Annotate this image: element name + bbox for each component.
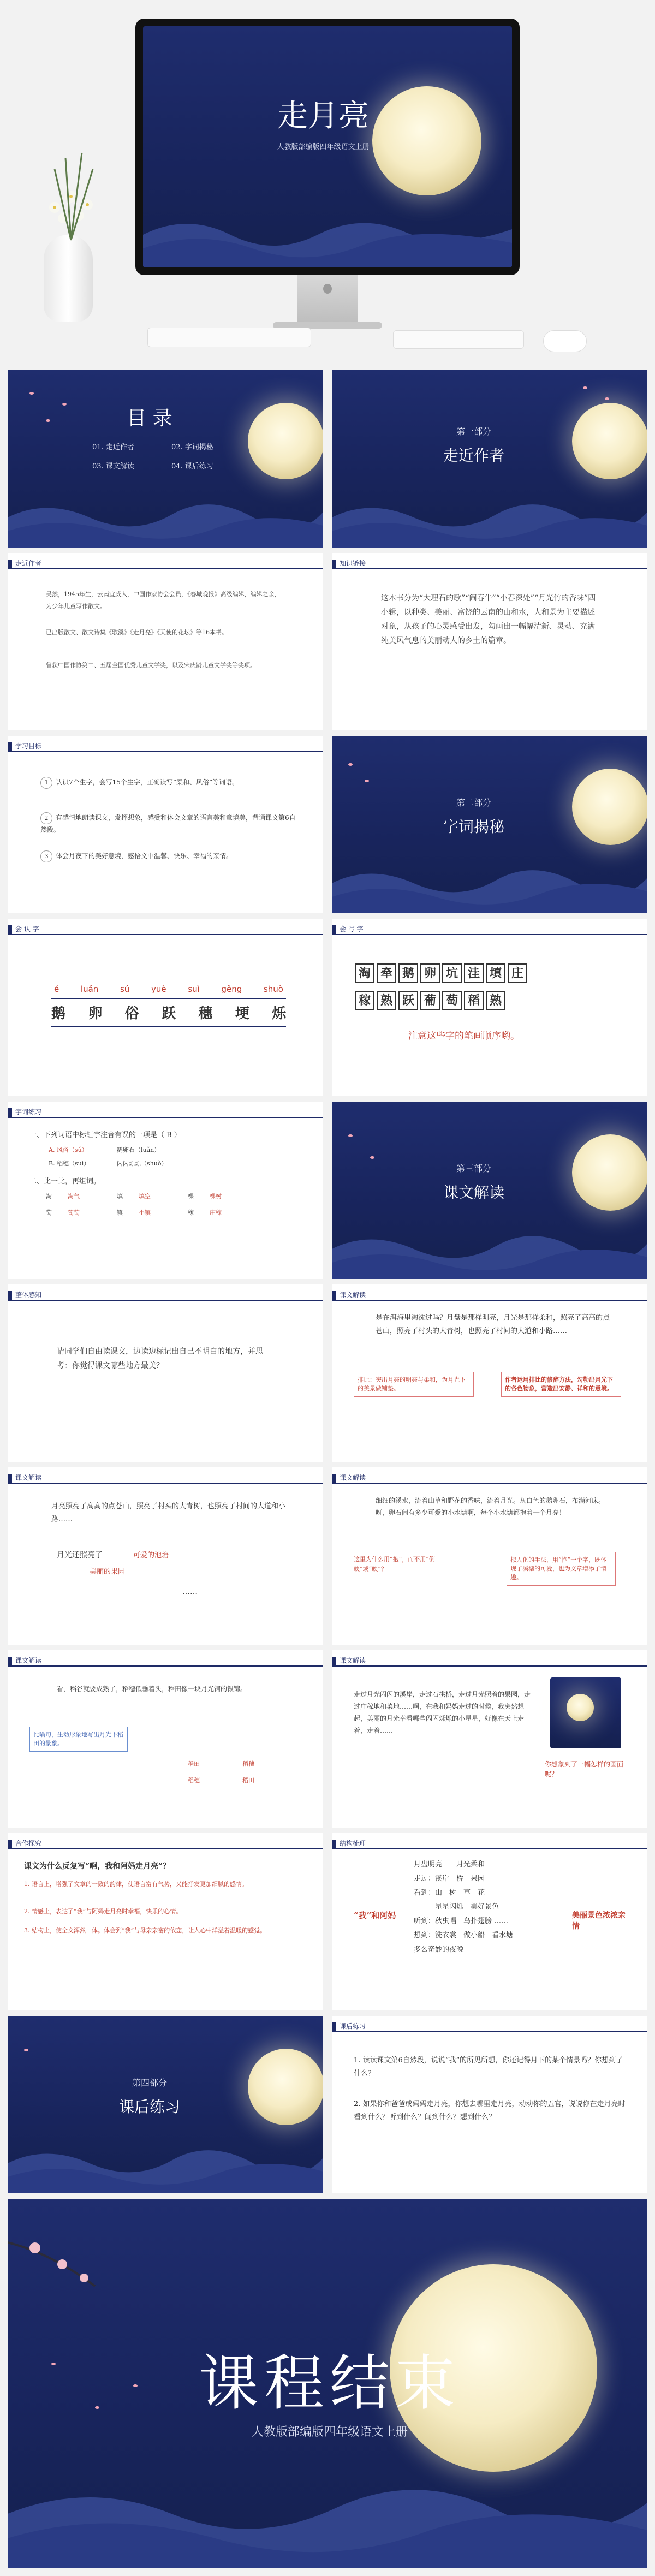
read4-opt-1: 稻田 [188,1760,200,1768]
word-5: 棵树 [210,1193,222,1200]
moon [572,1134,647,1211]
slide-author [8,553,323,730]
slide-part3 [332,1102,647,1279]
slide-header: 课文解读 [340,1291,366,1299]
read4-opt-2: 稻穗 [242,1760,254,1768]
hero [0,0,655,355]
cloud-waves [8,493,323,548]
read4-box: 比喻句，生动形象地写出月光下稻田的景象。 [29,1727,128,1752]
part2-name: 字词揭秘 [443,818,504,836]
slide-header: 课文解读 [340,1474,366,1482]
ex-q2: 二、比一比，再组词。 [29,1177,101,1186]
hero-subtitle: 人教版部编版四年级语文上册 [277,143,370,151]
read4-p: 看，稻谷就要成熟了，稻穗低垂着头，稻田像一块月光铺的银锦。 [57,1685,247,1693]
part2-num: 第二部分 [456,798,491,808]
part3-name: 课文解读 [443,1183,504,1201]
slide-read5 [332,1650,647,1828]
pair-left-2: 萄 [46,1209,52,1216]
pair-left-1: 淘 [46,1193,52,1200]
moon [572,769,647,845]
read1-box2: 作者运用排比的修辞方法，勾勒出月光下的各色物象，营造出安静、祥和的意境。 [501,1372,621,1397]
slide-header: 会 认 字 [15,925,39,933]
write-row-2: 稼 熟 跃 葡 萄 稻 熟 [354,990,507,1012]
slide-header: 学习目标 [15,742,42,750]
char-row: 鹅 卵 俗 跃 穗 埂 烁 [51,998,286,1027]
slide-header: 会 写 字 [340,925,364,933]
keyboard [147,328,311,347]
read5-p: 走过月光闪闪的溪岸，走过石拱桥，走过月光照着的果园，走过庄稼地和菜地……啊，在我和妈妈走过的时候，我突然想起，美丽的月光幸看哪些闪闪烁烁的小星星，好像在天上走着，走着…… [354,1691,531,1734]
slide-knowledge [332,553,647,730]
goal-2: 2 有感情地朗读课文，发挥想象，感受和体会文章的语言美和意境美，背诵课文第6自然段。 [40,812,297,835]
slide-header: 知识链接 [340,560,366,567]
homework-q2: 2. 如果你和爸爸或妈妈走月亮，你想去哪里走月亮，动动你的五官，说说你在走月亮时看到什么？听到什么？闻到什么？想到什么？ [354,2100,626,2121]
read4-opt-3: 稻田 [242,1777,254,1784]
keyboard-right [393,330,524,349]
write-note: 注意这些字的笔画顺序哟。 [408,1031,520,1042]
goal-1: 1 认识7个生字，会写15个生字，正确读写“柔和、风俗”等词语。 [40,777,297,789]
structure-left: “我”和阿妈 [354,1911,396,1920]
word-6: 庄稼 [210,1209,222,1216]
cloud-waves [8,2139,323,2193]
part4-num: 第四部分 [132,2078,167,2088]
structure-lines: 月盘明亮 月光柔和 走过：溪岸 桥 果园 看到：山 树 草 花 星星闪烁 美好景色 听到：秋虫唱 鸟扑翅膀 …… 想到：洗衣裳 做小船 看水塘 多么奇妙的夜晚 [414,1860,514,1954]
toc-item-3: 03. 课文解读 [92,462,134,471]
word-3: 填空 [139,1193,151,1200]
ex-a: A. 风俗（sú） [49,1146,88,1153]
read1-p: 是在洱海里淘洗过吗？月盘是那样明亮，月光是那样柔和，照亮了高高的点苍山，照亮了村头的大青树，也照亮了村间的大道和小路…… [376,1314,610,1335]
explore-q: 课文为什么反复写“啊，我和阿妈走月亮”？ [24,1862,171,1871]
word-2: 葡萄 [68,1209,80,1216]
hero-screen [143,26,512,267]
slide-header: 课文解读 [15,1474,42,1482]
read2-p: 月亮照亮了高高的点苍山，照亮了村头的大青树，也照亮了村间的大道和小路…… [51,1502,286,1524]
moon [572,403,647,479]
end-subtitle: 人教版部编版四年级语文上册 [251,2425,408,2439]
author-p1: 吴然，1945年生，云南宜威人，中国作家协会会员，《春城晚报》高级编辑，编辑之余，为少年儿童写作散文。 [46,591,281,610]
knowledge-p: 这本书分为“大理石的歌”“闹春牛”“小春深处”“月光竹的香味”四小辑，以种类、美丽、富饶的云南的山和水，人和景为主要描述对象，从孩子的心灵感受出发，勾画出一幅幅清新、灵动、充满纯美风气息的美丽动人的乡土的篇章。 [381,594,596,645]
author-p3: 曾获中国作协第二、五届全国优秀儿童文学奖，以及宋庆龄儿童文学奖等奖项。 [46,662,256,669]
cloud-waves [143,207,512,267]
slide-explore [8,1833,323,2010]
slide-part2 [332,736,647,913]
moon [248,2049,323,2125]
ex-q1: 一、下列词语中标红字注音有误的一项是（ B ） [29,1131,181,1139]
pinyin-row: é luǎn sú yuè suì gěng shuò [54,984,283,994]
part4-name: 课后练习 [118,2098,180,2116]
explore-a2: 2. 情感上，表达了“我”与阿妈走月亮时幸福，快乐的心情。 [24,1908,182,1915]
slide-write-chars [332,919,647,1096]
word-1: 淘气 [68,1193,80,1200]
slide-header: 结构梳理 [340,1840,366,1847]
cloud-waves [332,493,647,548]
part1-num: 第一部分 [456,426,491,437]
overall-p: 请同学们自由读课文，边读边标记出自己不明白的地方，并思考：你觉得课文哪些地方最美？ [57,1347,263,1370]
vase [44,235,93,322]
part3-num: 第三部分 [456,1163,491,1174]
slide-header: 整体感知 [15,1291,42,1299]
cloud-waves [8,2470,647,2568]
read3-p: 细细的溪水，流着山草和野花的香味，流着月光。灰白色的鹅卵石，布满河床。呀，卵石间有多少可爱的小水塘啊，每个小水塘都抱着一个月亮！ [376,1497,605,1516]
slide-header: 走近作者 [15,560,42,567]
read1-box1: 排比：突出月亮的明亮与柔和，为月光下的美景做铺垫。 [354,1372,474,1397]
slide-goals [8,736,323,913]
read5-q: 你想象到了一幅怎样的画面呢？ [545,1760,624,1778]
slide-header: 课文解读 [340,1657,366,1664]
word-4: 小镇 [139,1209,151,1216]
slide-read1 [332,1284,647,1462]
read2-ans1: 可爱的池塘 [133,1549,199,1560]
write-row-1: 淘 牵 鹅 卵 坑 洼 填 庄 [354,962,528,984]
read3-box: 拟人化的手法，用“抱”一个字，既体现了溪塘的可爱，也为文章增添了情趣。 [507,1552,616,1586]
slide-header: 课后练习 [340,2022,366,2030]
slide-part4 [8,2016,323,2193]
pair-mid-1: 填 [117,1193,123,1200]
read2-fill1: 月光还照亮了 [57,1551,103,1560]
hero-title: 走月亮 [277,98,369,134]
cloud-waves [332,859,647,913]
end-title: 课程结束 [199,2348,461,2418]
toc-item-2: 02. 字词揭秘 [171,443,213,451]
branch [8,2221,117,2330]
slide-read3 [332,1467,647,1645]
slide-header: 合作探究 [15,1840,42,1847]
monitor-stand [297,275,358,324]
slide-read2 [8,1467,323,1645]
read2-ans2: 美丽的果园 [90,1566,155,1576]
slide-end [8,2199,647,2568]
slide-exercise [8,1102,323,1279]
monitor [135,19,520,275]
toc-item-4: 04. 课后练习 [171,462,213,471]
moon [248,403,323,479]
toc-title: 目 录 [127,407,172,430]
apple-icon [323,284,332,294]
slide-read4 [8,1650,323,1828]
slide-structure [332,1833,647,2010]
night-image [550,1677,621,1748]
slide-part1 [332,370,647,548]
toc-item-1: 01. 走近作者 [92,443,134,451]
part1-name: 走近作者 [443,447,504,465]
read4-opt-4: 稻穗 [188,1777,200,1784]
explore-a3: 3. 结构上，使全文浑然一体。体会到“我”与母亲亲密的依恋，让人心中洋溢着温暖的感觉。 [24,1927,266,1934]
mouse [543,330,587,352]
homework-q1: 1. 读读课文第6自然段，说说“我”的所见所想，你还记得月下的某个情景吗？你想到了什么？ [354,2056,623,2078]
explore-a1: 1. 语言上，增强了文章的一致的韵律，使语言富有气势，又能抒发更加细腻的感情。 [24,1881,248,1888]
author-p2: 已出版散文、散文诗集《歌溪》《走月亮》《天使的花坛》等16本书。 [46,629,228,636]
structure-right: 美丽景色浓浓亲情 [572,1911,626,1931]
pair-right-1: 棵 [188,1193,194,1200]
read3-q: 这里为什么用“抱”，而不用“倒映”或“映”？ [354,1556,435,1573]
goal-3: 3 体会月夜下的美好意境，感悟文中温馨、快乐、幸福的亲情。 [40,850,297,862]
flower-bouquet [33,136,109,246]
ex-b: B. 稻穗（suì） [49,1160,90,1167]
slide-overall [8,1284,323,1462]
slide-header: 课文解读 [15,1657,42,1664]
slide-homework [332,2016,647,2193]
ex-b2: 闪闪烁烁（shuò） [117,1160,168,1167]
cloud-waves [332,1224,647,1279]
slide-read-chars [8,919,323,1096]
slide-header: 字词练习 [15,1108,42,1116]
read2-fill2: …… [182,1587,198,1596]
pair-mid-2: 镇 [117,1209,123,1216]
pair-right-2: 稼 [188,1209,194,1216]
slide-toc [8,370,323,548]
ex-a2: 鹅卵石（luǎn） [117,1146,160,1153]
